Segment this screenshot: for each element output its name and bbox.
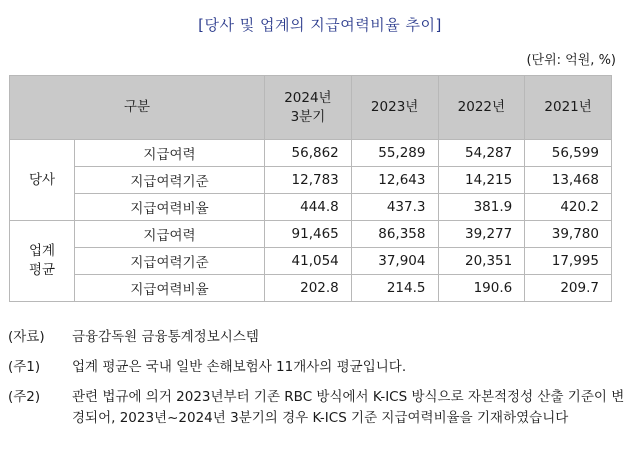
cell-value: 202.8	[265, 275, 352, 302]
cell-value: 55,289	[351, 140, 438, 167]
table-row	[10, 140, 612, 167]
group-label-company: 당사	[10, 140, 75, 221]
table-row	[10, 275, 612, 302]
footnote-text: 업계 평균은 국내 일반 손해보험사 11개사의 평균입니다.	[72, 359, 407, 375]
footnote-2	[8, 387, 628, 429]
cell-value: 41,054	[265, 248, 352, 275]
header-col-2024q3-line2: 3분기	[290, 108, 326, 125]
header-category: 구분	[10, 76, 265, 140]
table-row	[10, 167, 612, 194]
footnote-tag: (자료)	[8, 329, 45, 345]
cell-value: 39,780	[525, 221, 612, 248]
row-item: 지급여력기준	[75, 248, 265, 275]
header-col-2023: 2023년	[351, 76, 438, 140]
cell-value: 14,215	[438, 167, 525, 194]
row-item: 지급여력비율	[75, 194, 265, 221]
footnote-text: 관련 법규에 의거 2023년부터 기존 RBC 방식에서 K-ICS 방식으로 자본적정성 산출 기준이 변경되어, 2023년~2024년 3분기의 경우 K-ICS 기준 지급여력비율을 기재하였습니다	[72, 389, 625, 426]
cell-value: 86,358	[351, 221, 438, 248]
group-label-industry-line1: 업계	[28, 243, 56, 259]
row-item: 지급여력기준	[75, 167, 265, 194]
unit-label: (단위: 억원, %)	[526, 53, 616, 68]
solvency-table	[9, 75, 612, 302]
cell-value: 17,995	[525, 248, 612, 275]
row-item: 지급여력	[75, 140, 265, 167]
footnotes	[8, 327, 628, 438]
cell-value: 190.6	[438, 275, 525, 302]
cell-value: 420.2	[525, 194, 612, 221]
table-row	[10, 248, 612, 275]
cell-value: 209.7	[525, 275, 612, 302]
cell-value: 12,783	[265, 167, 352, 194]
header-col-2022: 2022년	[438, 76, 525, 140]
footnote-source	[8, 327, 628, 348]
header-col-2024q3	[265, 76, 352, 140]
row-item: 지급여력	[75, 221, 265, 248]
footnote-tag: (주1)	[8, 359, 41, 375]
cell-value: 437.3	[351, 194, 438, 221]
table-title: [당사 및 업계의 지급여력비율 추이]	[198, 16, 442, 34]
cell-value: 54,287	[438, 140, 525, 167]
cell-value: 56,862	[265, 140, 352, 167]
group-label-industry	[10, 221, 75, 302]
table-row	[10, 221, 612, 248]
cell-value: 444.8	[265, 194, 352, 221]
cell-value: 214.5	[351, 275, 438, 302]
row-item: 지급여력비율	[75, 275, 265, 302]
cell-value: 37,904	[351, 248, 438, 275]
header-col-2024q3-line1: 2024년	[284, 89, 332, 106]
cell-value: 12,643	[351, 167, 438, 194]
cell-value: 39,277	[438, 221, 525, 248]
cell-value: 20,351	[438, 248, 525, 275]
cell-value: 56,599	[525, 140, 612, 167]
cell-value: 381.9	[438, 194, 525, 221]
footnote-text: 금융감독원 금융통계정보시스템	[72, 329, 259, 345]
footnote-1	[8, 357, 628, 378]
cell-value: 13,468	[525, 167, 612, 194]
cell-value: 91,465	[265, 221, 352, 248]
footnote-tag: (주2)	[8, 389, 41, 405]
header-col-2021: 2021년	[525, 76, 612, 140]
group-label-industry-line2: 평균	[28, 262, 56, 278]
header-row	[10, 76, 612, 140]
table-row	[10, 194, 612, 221]
